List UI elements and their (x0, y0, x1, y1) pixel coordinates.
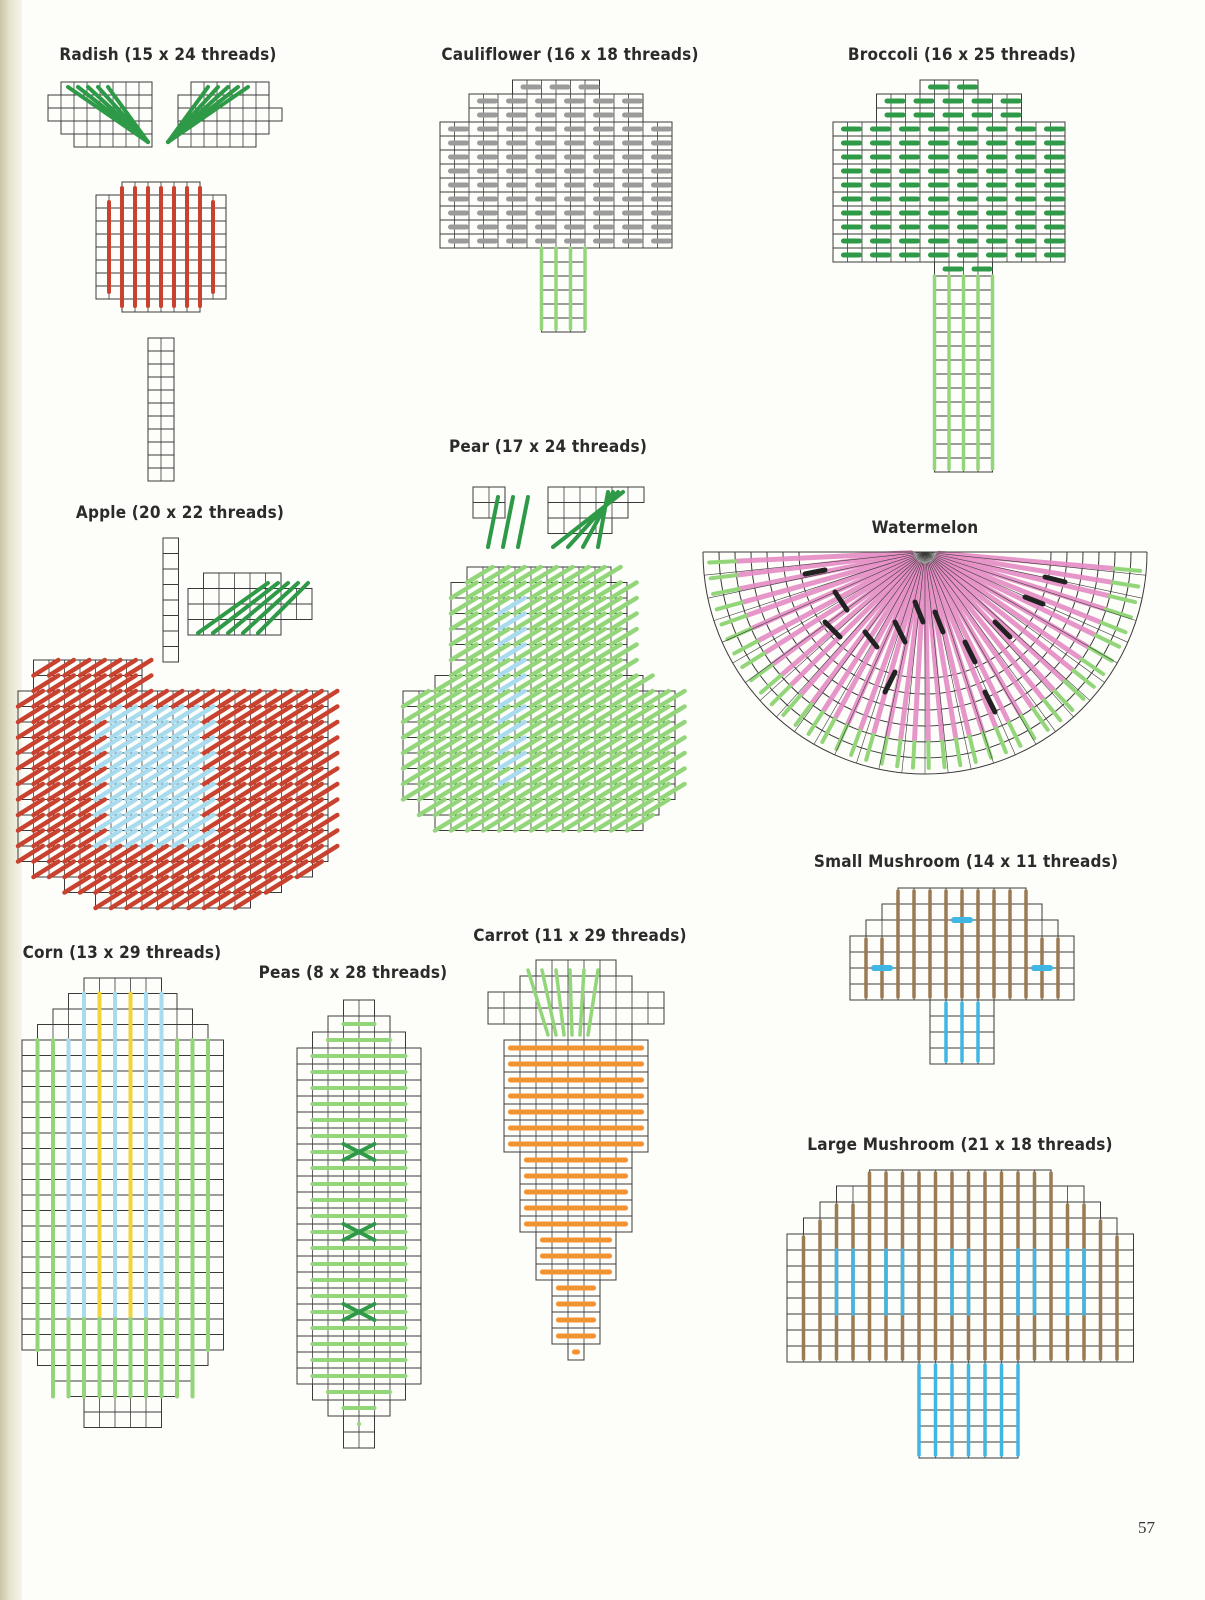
peas-label: Peas (8 x 28 threads) (258, 963, 448, 983)
corn-label: Corn (13 x 29 threads) (22, 943, 222, 963)
cauliflower-pattern (440, 80, 672, 332)
apple-pattern (18, 538, 337, 908)
apple-label: Apple (20 x 22 threads) (75, 503, 285, 523)
page-number: 57 (1138, 1518, 1155, 1537)
pear-pattern (403, 487, 685, 831)
carrot-pattern (488, 960, 664, 1360)
watermelon-pattern (703, 552, 1147, 774)
corn-pattern (22, 978, 224, 1428)
broccoli-pattern (833, 80, 1065, 472)
peas-pattern (297, 1000, 421, 1448)
radish-label: Radish (15 x 24 threads) (59, 45, 277, 65)
small-mushroom-pattern (850, 888, 1074, 1064)
small-mushroom-label: Small Mushroom (14 x 11 threads) (813, 852, 1119, 872)
large-mushroom-pattern (787, 1170, 1134, 1458)
watermelon-label: Watermelon (871, 518, 979, 538)
cauliflower-label: Cauliflower (16 x 18 threads) (441, 45, 699, 65)
broccoli-label: Broccoli (16 x 25 threads) (847, 45, 1077, 65)
large-mushroom-label: Large Mushroom (21 x 18 threads) (807, 1135, 1113, 1155)
pear-label: Pear (17 x 24 threads) (448, 437, 648, 457)
radish-pattern (48, 82, 282, 481)
carrot-label: Carrot (11 x 29 threads) (473, 926, 687, 946)
